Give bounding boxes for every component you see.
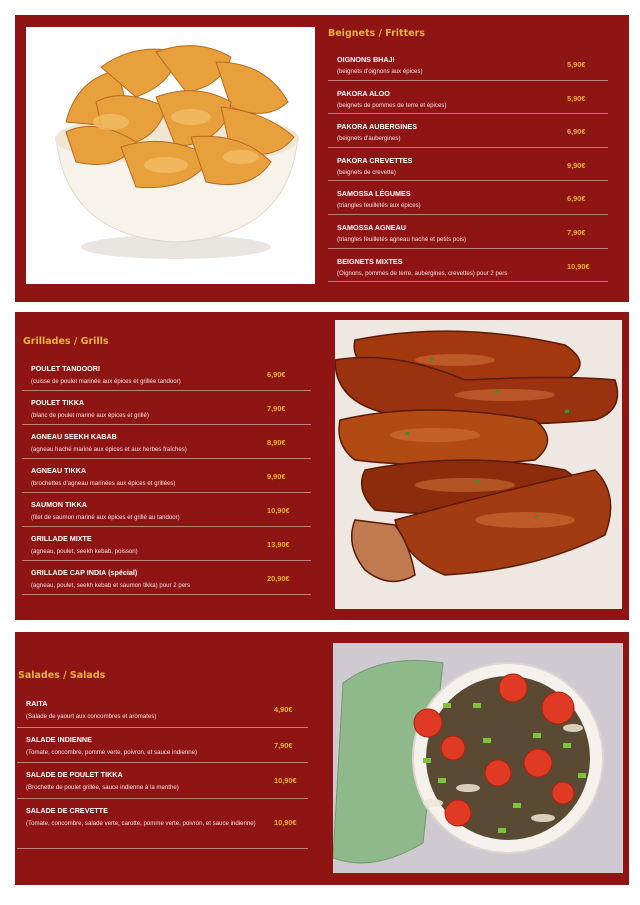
lentil-salad-photo (333, 643, 623, 873)
section-title-grills: Grillades / Grills (23, 336, 109, 347)
item-name: GRILLADE MIXTE (31, 534, 92, 543)
menu-item (328, 114, 608, 148)
item-description: (beignets de pommes de terre et épices) (337, 101, 447, 109)
item-description: (beignets de crevette) (337, 168, 396, 176)
grills-section (15, 312, 629, 620)
item-name: SALADE INDIENNE (26, 734, 92, 744)
item-description: (Tomate, concombre, pomme verte, poivron, et sauce indienne) (26, 748, 198, 756)
menu-item (22, 561, 311, 595)
menu-item (17, 763, 308, 799)
item-description: (Tomate, concombre, salade verte, carotte, pomme verte, poivron, et sauce indienne) (26, 820, 256, 828)
salad-bowl-illustration (333, 643, 623, 873)
item-name: SAMOSSA LÉGUMES (337, 189, 411, 199)
item-name: PAKORA ALOO (337, 88, 390, 98)
item-price: 9,90€ (267, 472, 286, 481)
item-name: AGNEAU TIKKA (31, 466, 87, 475)
item-description: (cuisse de poulet marinée aux épices et grillée tandoor) (31, 378, 181, 385)
item-name: BEIGNETS MIXTES (337, 256, 403, 266)
menu-item (22, 527, 311, 561)
item-price: 5,90€ (567, 93, 586, 103)
menu-item (328, 249, 608, 283)
menu-item (328, 148, 608, 182)
menu-item (328, 215, 608, 249)
salads-section (15, 632, 629, 885)
item-name: SALADE DE POULET TIKKA (26, 770, 123, 780)
menu-item (328, 181, 608, 215)
item-name: PAKORA CREVETTES (337, 155, 413, 165)
menu-item (17, 692, 308, 728)
item-price: 8,90€ (267, 438, 286, 447)
item-name: POULET TANDOORI (31, 364, 100, 373)
item-price: 10,90€ (274, 776, 297, 786)
potato-wedges-bowl-illustration (26, 27, 315, 284)
item-price: 10,90€ (267, 506, 290, 515)
item-description: (triangles feuilletés aux épices) (337, 202, 421, 210)
menu-item (22, 391, 311, 425)
potato-wedges-photo (26, 27, 315, 284)
item-price: 7,90€ (567, 227, 586, 237)
item-price: 6,90€ (567, 194, 586, 204)
grills-menu-list (22, 357, 311, 595)
item-price: 5,90€ (567, 60, 586, 69)
item-price: 10,90€ (567, 261, 590, 271)
item-name: GRILLADE CAP INDIA (spécial) (31, 568, 138, 577)
item-description: (Salade de yaourt aux concombres et aromates) (26, 713, 157, 720)
item-name: POULET TIKKA (31, 398, 85, 407)
menu-item (328, 81, 608, 115)
item-name: SAUMON TIKKA (31, 500, 87, 509)
section-title-salads: Salades / Salads (18, 670, 106, 681)
item-name: OIGNONS BHAJI (337, 55, 395, 64)
item-name: SALADE DE CREVETTE (26, 806, 108, 816)
menu-item (22, 425, 311, 459)
item-price: 6,90€ (267, 370, 286, 379)
item-description: (brochettes d'agneau marinées aux épices et grillées) (31, 480, 176, 487)
menu-item (328, 47, 608, 81)
salads-menu-list (17, 692, 308, 849)
item-description: (beignets d'aubergines) (337, 135, 401, 143)
item-description: (Brochette de poulet grillée, sauce indienne à la menthe) (26, 784, 179, 792)
item-price: 10,90€ (274, 818, 297, 828)
item-description: (blanc de poulet mariné aux épices et grillé) (31, 412, 149, 419)
item-price: 9,90€ (567, 160, 586, 170)
item-price: 13,90€ (267, 540, 290, 549)
item-price: 20,90€ (267, 574, 290, 583)
item-description: (beignets d'oignons aux épices) (337, 68, 423, 75)
item-name: SAMOSSA AGNEAU (337, 222, 406, 232)
item-description: (filet de saumon mariné aux épices et grillé au tandoor) (31, 514, 180, 521)
menu-item (22, 357, 311, 391)
item-description: (agneau, poulet, seekh kebab, poisson) (31, 548, 138, 555)
item-description: (agneau, poulet, seekh kebab et saumon tikka) pour 2 pers (31, 582, 191, 589)
item-price: 4,90€ (274, 705, 293, 714)
item-name: RAITA (26, 699, 48, 708)
menu-item (22, 459, 311, 493)
grilled-chicken-photo (335, 320, 622, 609)
item-name: PAKORA AUBERGINES (337, 122, 417, 132)
item-price: 6,90€ (567, 127, 586, 137)
item-price: 7,90€ (267, 404, 286, 413)
fritters-menu-list (328, 47, 608, 282)
item-price: 7,90€ (274, 740, 293, 750)
item-name: AGNEAU SEEKH KABAB (31, 432, 117, 441)
item-description: (agneau haché mariné aux épices et aux herbes fraîches) (31, 446, 187, 453)
menu-item (22, 493, 311, 527)
section-title-fritters: Beignets / Fritters (328, 28, 425, 39)
item-description: (triangles feuilletés agneau haché et petits pois) (337, 235, 467, 243)
chicken-drumsticks-illustration (335, 320, 622, 609)
menu-item (17, 799, 308, 849)
fritters-section (15, 15, 629, 302)
menu-item (17, 728, 308, 764)
item-description: (Oignons, pommes de terre, aubergines, crevettes) pour 2 pers (337, 269, 508, 277)
